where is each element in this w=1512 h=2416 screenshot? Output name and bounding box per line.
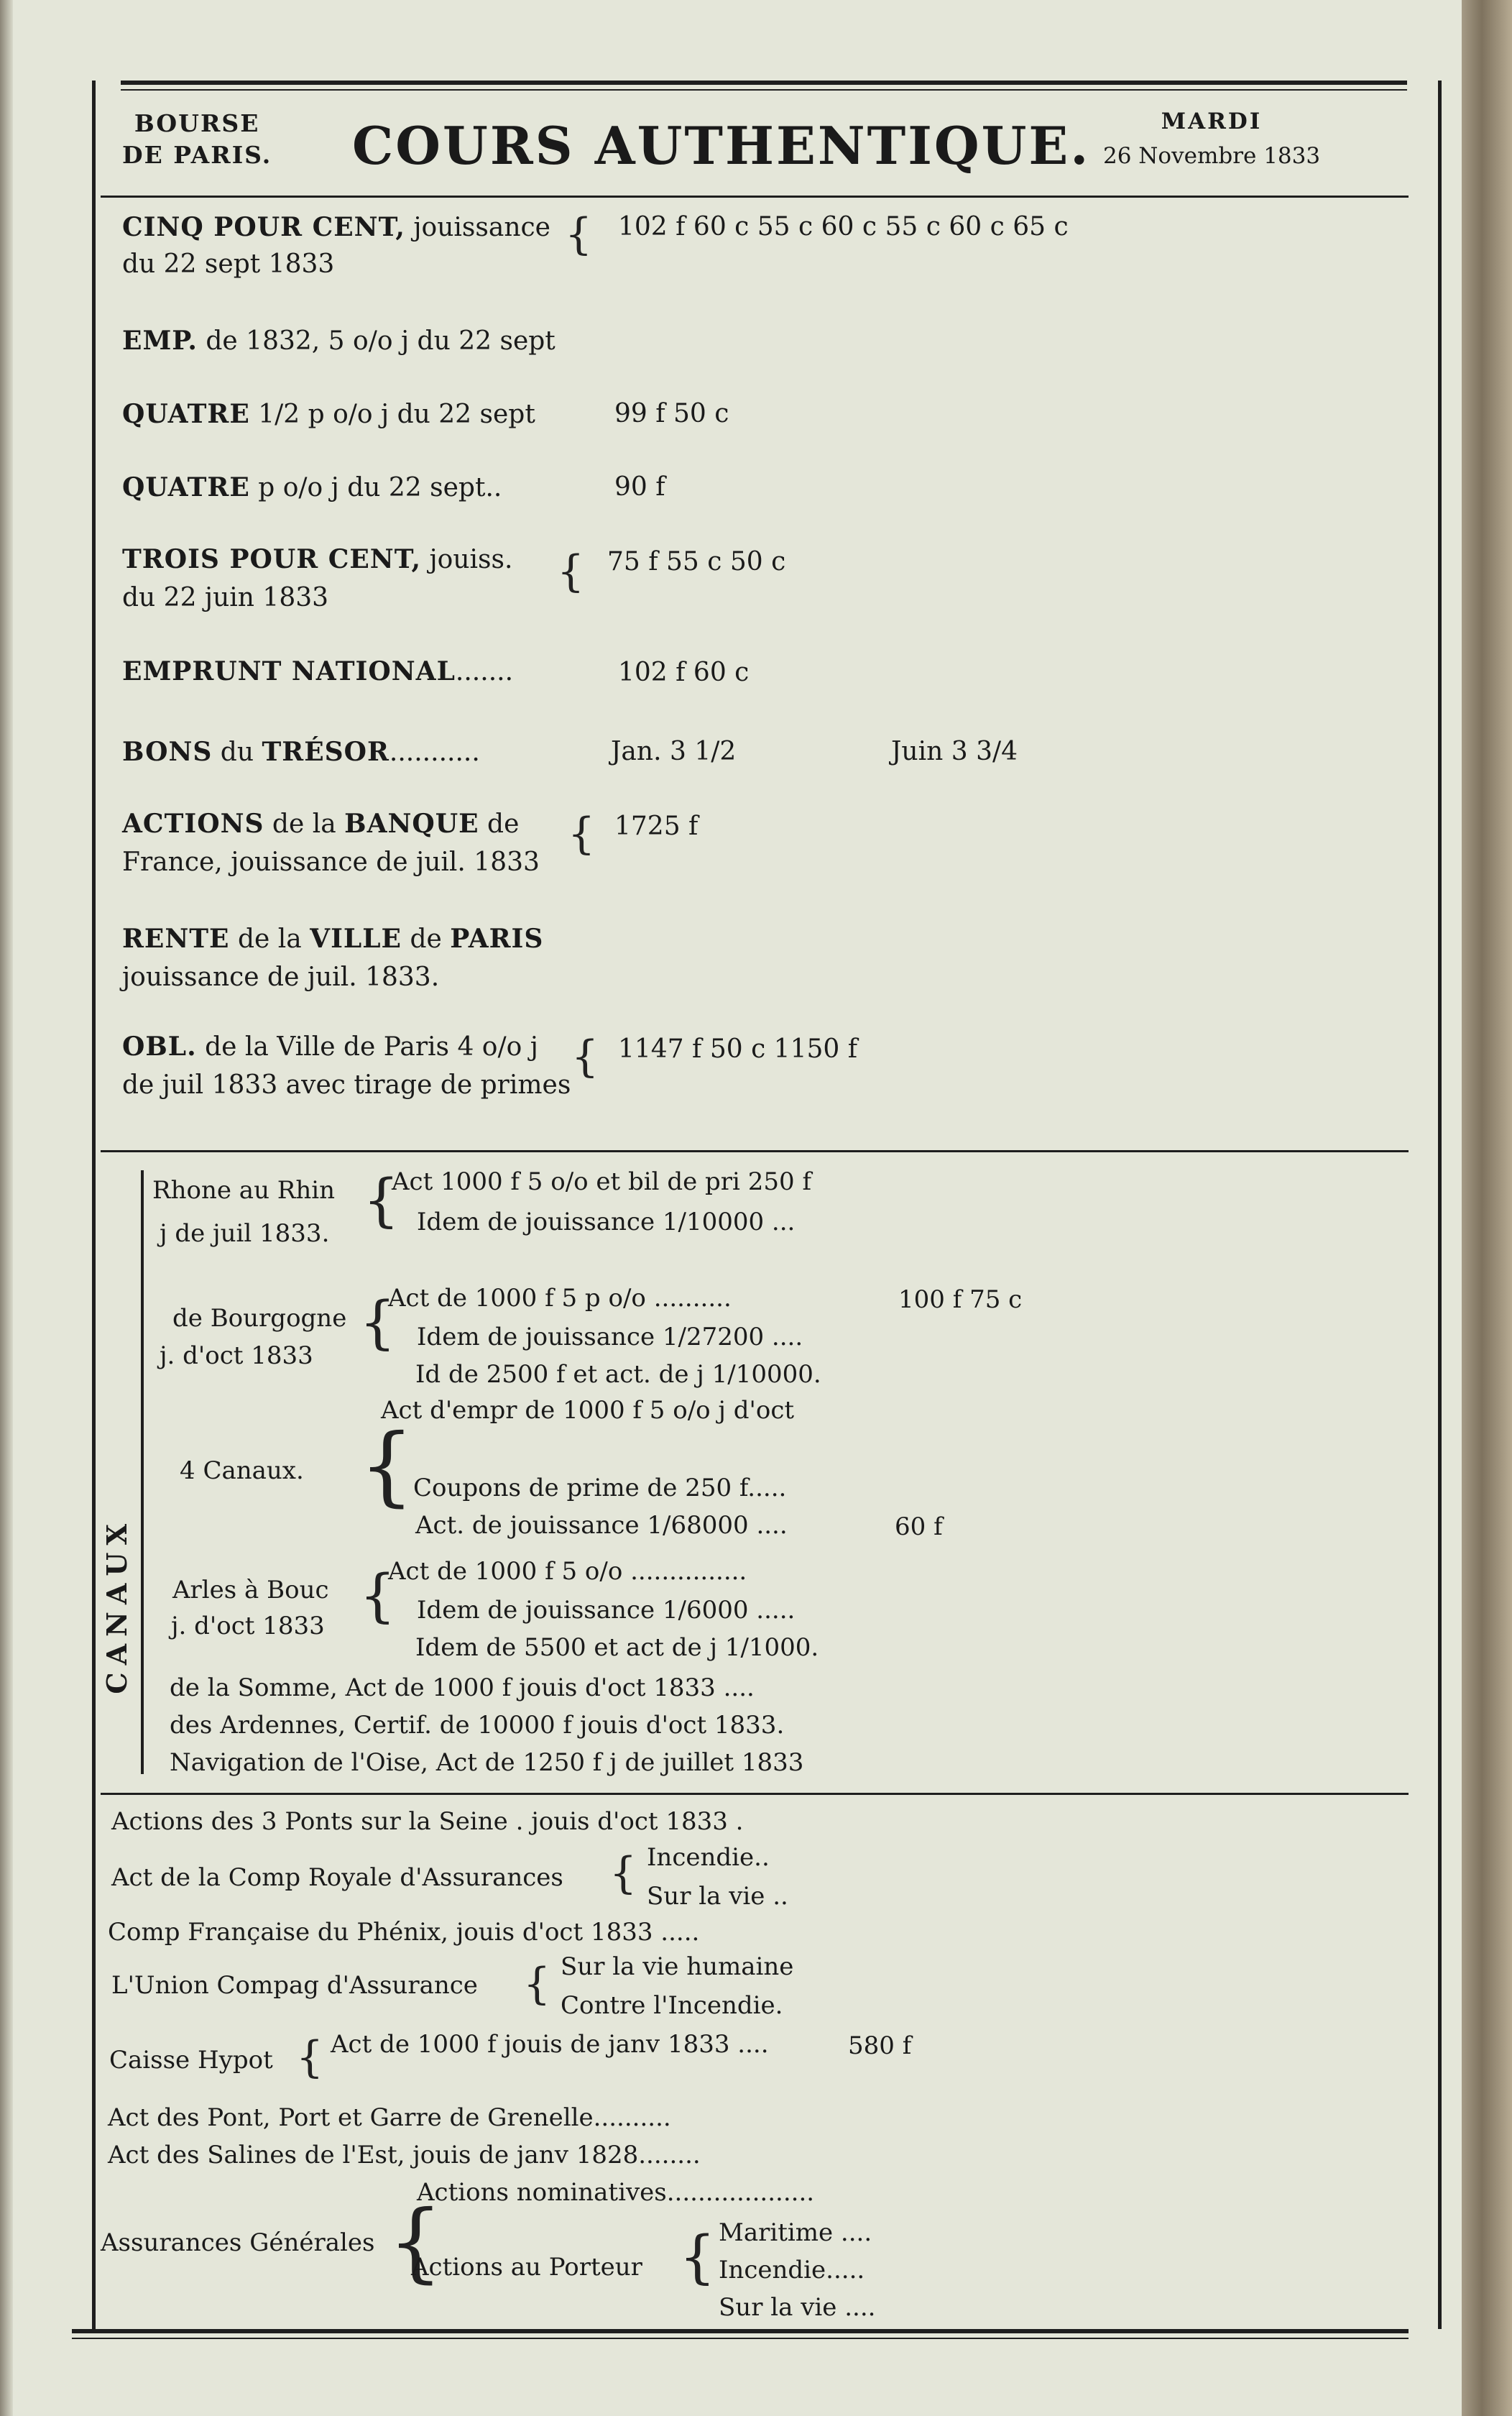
canal-bourgogne-price: 100 f 75 c [898, 1285, 1023, 1314]
divers-phenix: Comp Française du Phénix, jouis d'oct 1833 ..... [108, 1918, 700, 1947]
header-rule [101, 196, 1409, 198]
canal-bourgogne-line2: Idem de jouissance 1/27200 .... [417, 1323, 803, 1351]
brace: { [296, 2032, 324, 2082]
header-right [1103, 104, 1320, 173]
divers-nominatives: Actions nominatives................... [417, 2178, 815, 2207]
canal-arles-line2: Idem de jouissance 1/6000 ..... [417, 1596, 796, 1625]
rente-row-obl-line2: de juil 1833 avec tirage de primes [122, 1070, 571, 1100]
divers-ponts: Actions des 3 Ponts sur la Seine . jouis d'oct 1833 . [111, 1807, 744, 1836]
canal-bourgogne-line1: Act de 1000 f 5 p o/o .......... [388, 1284, 732, 1313]
header-date: 26 Novembre 1833 [1103, 143, 1321, 169]
canal-bourgogne-line3: Id de 2500 f et act. de j 1/10000. [415, 1360, 821, 1389]
canal-quatre-line3: Act. de jouissance 1/68000 .... [415, 1511, 788, 1540]
rente-row-ville-line2: jouissance de juil. 1833. [122, 963, 440, 992]
header-bourse: BOURSE [134, 109, 260, 137]
rente-price-emprunt: 102 f 60 c [618, 658, 750, 687]
rente-row-banque-line2: France, jouissance de juil. 1833 [122, 848, 540, 877]
divers-royale-vie: Sur la vie .. [647, 1882, 788, 1911]
rente-price-obl: 1147 f 50 c 1150 f [618, 1034, 858, 1064]
book-binding [1462, 0, 1512, 2416]
section-rule-divers [101, 1793, 1409, 1795]
rente-row-emprunt: EMPRUNT NATIONAL....... [122, 656, 514, 686]
canal-oise: Navigation de l'Oise, Act de 1250 f j de juillet 1833 [170, 1748, 804, 1777]
canal-quatre-name: 4 Canaux. [180, 1456, 304, 1485]
divers-royale: Act de la Comp Royale d'Assurances [111, 1863, 563, 1892]
canal-rhone-line1: Act 1000 f 5 o/o et bil de pri 250 f [392, 1167, 812, 1196]
canal-arles-name: Arles à Bouc [172, 1576, 329, 1604]
divers-porteur-vie: Sur la vie .... [719, 2293, 876, 2322]
divers-caisse-price: 580 f [848, 2031, 912, 2060]
top-rule [121, 81, 1407, 85]
divers-porteur: Actions au Porteur [411, 2253, 642, 2282]
top-rule-thin [121, 89, 1407, 91]
divers-salines: Act des Salines de l'Est, jouis de janv 1828........ [108, 2141, 701, 2169]
section-rule-canaux [101, 1150, 1409, 1152]
rente-price-banque: 1725 f [614, 812, 699, 841]
brace: { [359, 1289, 396, 1356]
divers-union-incendie: Contre l'Incendie. [561, 1991, 783, 2020]
rente-row-trois-date: du 22 juin 1833 [122, 583, 329, 612]
rente-row-bons: BONS du TRÉSOR........... [122, 737, 480, 767]
rente-price-bons-jan: Jan. 3 1/2 [611, 737, 737, 766]
brace: { [568, 809, 596, 859]
header-de-paris: DE PARIS. [122, 141, 272, 169]
canal-quatre-line2: Coupons de prime de 250 f..... [413, 1474, 787, 1502]
divers-generales: Assurances Générales [101, 2228, 375, 2257]
divers-porteur-maritime: Maritime .... [719, 2218, 872, 2247]
rente-row-ville: RENTE de la VILLE de PARIS [122, 924, 544, 954]
brace: { [557, 546, 585, 597]
divers-union: L'Union Compag d'Assurance [111, 1971, 478, 2000]
canal-arles-sub: j. d'oct 1833 [171, 1612, 325, 1640]
canal-rhone-sub: j de juil 1833. [160, 1219, 330, 1248]
rente-price-quatre-demi: 99 f 50 c [614, 399, 729, 428]
divers-caisse-line: Act de 1000 f jouis de janv 1833 .... [331, 2030, 769, 2059]
brace: { [523, 1959, 551, 2009]
rente-row-emp: EMP. de 1832, 5 o/o j du 22 sept [122, 326, 556, 356]
divers-caisse: Caisse Hypot [109, 2046, 273, 2075]
canal-somme: de la Somme, Act de 1000 f jouis d'oct 1833 .... [170, 1673, 755, 1702]
rente-row-quatre: QUATRE p o/o j du 22 sept.. [122, 472, 502, 502]
brace: { [565, 209, 593, 259]
canal-quatre-price: 60 f [895, 1512, 943, 1541]
rente-price-cinq: 102 f 60 c 55 c 60 c 55 c 60 c 65 c [618, 212, 1069, 242]
rente-row-trois: TROIS POUR CENT, jouiss. [122, 544, 513, 574]
brace: { [388, 2192, 443, 2292]
brace: { [363, 1167, 400, 1234]
bottom-rule-thin [72, 2338, 1409, 2339]
header-day: MARDI [1161, 109, 1263, 134]
canal-bourgogne-name: de Bourgogne [172, 1304, 347, 1333]
canaux-label: CANAUX [101, 1517, 133, 1694]
canal-quatre-line1: Act d'empr de 1000 f 5 o/o j d'oct [381, 1396, 795, 1425]
canal-rhone-line2: Idem de jouissance 1/10000 ... [417, 1208, 796, 1236]
brace: { [359, 1416, 415, 1516]
divers-royale-incendie: Incendie.. [647, 1843, 770, 1872]
canal-arles-line1: Act de 1000 f 5 o/o ............... [388, 1557, 747, 1586]
rente-row-obl: OBL. de la Ville de Paris 4 o/o j [122, 1032, 538, 1062]
rente-row-cinq: CINQ POUR CENT, jouissance [122, 212, 550, 242]
bottom-rule [72, 2329, 1409, 2333]
divers-grenelle: Act des Pont, Port et Garre de Grenelle.......... [108, 2103, 671, 2132]
canal-ardennes: des Ardennes, Certif. de 10000 f jouis d'oct 1833. [170, 1711, 785, 1740]
page-title: COURS AUTHENTIQUE. [352, 115, 1091, 176]
divers-porteur-incendie: Incendie..... [719, 2256, 865, 2284]
brace: { [679, 2223, 716, 2290]
header-left [122, 108, 272, 171]
rente-price-trois: 75 f 55 c 50 c [607, 547, 786, 577]
rente-price-bons-juin: Juin 3 3/4 [891, 737, 1018, 766]
canal-bourgogne-sub: j. d'oct 1833 [160, 1341, 313, 1370]
rente-price-quatre: 90 f [614, 472, 665, 502]
brace: { [609, 1848, 637, 1898]
rente-row-cinq-date: du 22 sept 1833 [122, 249, 335, 279]
brace: { [571, 1032, 599, 1082]
canal-rhone-name: Rhone au Rhin [152, 1176, 336, 1205]
divers-union-vie: Sur la vie humaine [561, 1952, 794, 1981]
page-edge-left [0, 0, 13, 2416]
canal-arles-line3: Idem de 5500 et act de j 1/1000. [415, 1633, 819, 1662]
brace: { [359, 1562, 396, 1629]
rente-row-banque: ACTIONS de la BANQUE de [122, 809, 520, 839]
rente-row-quatre-demi: QUATRE 1/2 p o/o j du 22 sept [122, 399, 535, 429]
